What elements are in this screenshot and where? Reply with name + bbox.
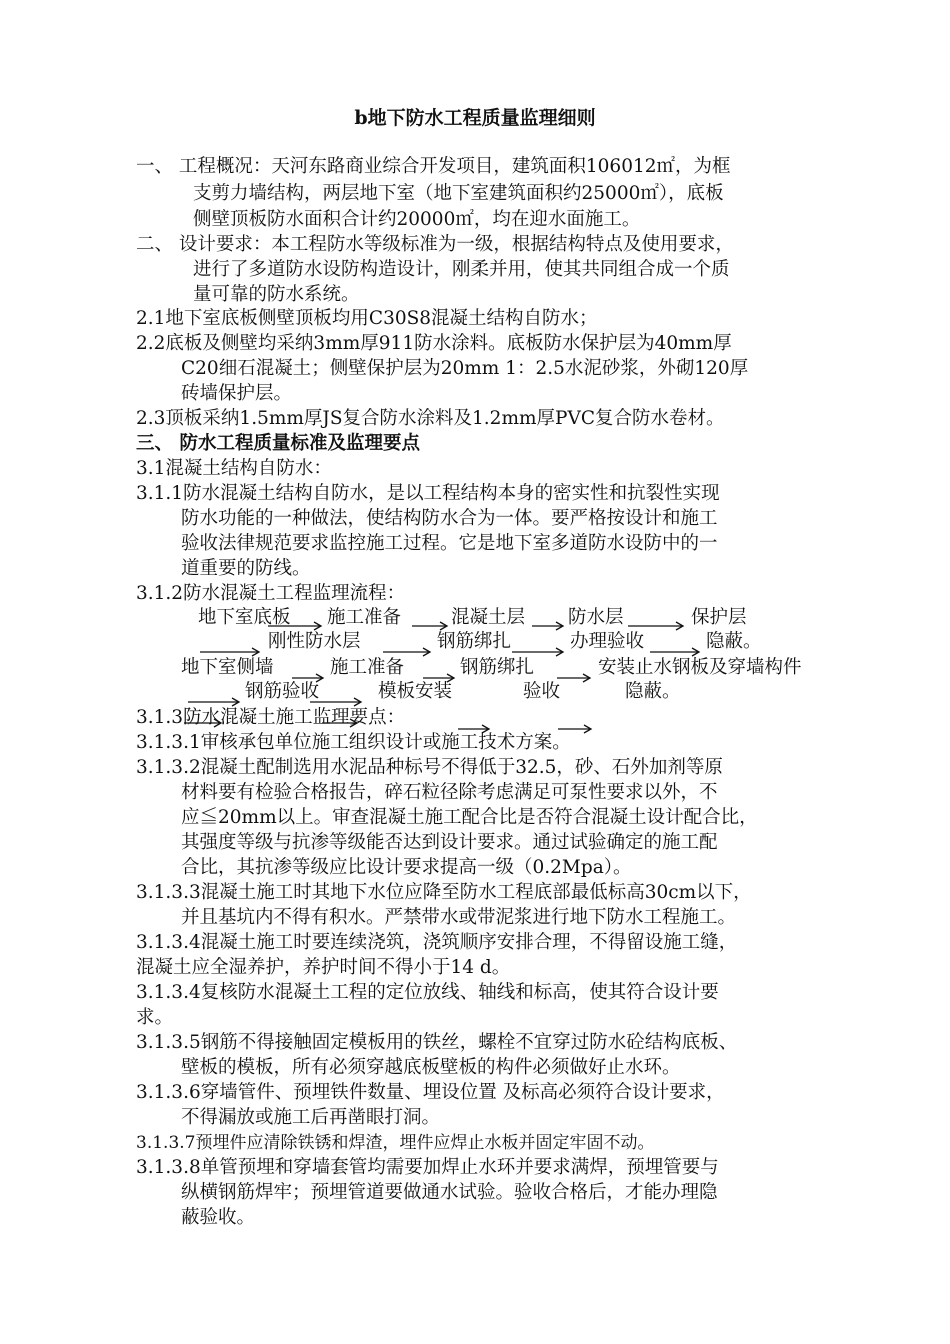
- flow-step-prep: 施工准备: [327, 607, 402, 628]
- item-3-1-3-6-line-1: 3.1.3.6穿墙管件、预埋铁件数量、埋设位置 及标高必须符合设计要求，: [136, 1082, 725, 1103]
- item-3-1-3-3-line-1: 3.1.3.3混凝土施工时其地下水位应降至防水工程底部最低标高30cm以下，: [136, 882, 752, 903]
- item-3-1-3-8-line-3: 蔽验收。: [181, 1207, 256, 1228]
- item-3-1-3-4b-line-1: 3.1.3.4复核防水混凝土工程的定位放线、轴线和标高，使其符合设计要: [136, 982, 719, 1003]
- flow-step-wall-rebar: 钢筋绑扎: [460, 657, 535, 678]
- section-2-line-2: 进行了多道防水设防构造设计，刚柔并用，使其共同组合成一个质: [193, 259, 730, 280]
- flow-arrow-icon: [200, 646, 264, 660]
- flow-step-protection-layer: 保护层: [691, 607, 747, 628]
- item-3-1-3-8-line-1: 3.1.3.8单管预埋和穿墙套管均需要加焊止水环并要求满焊，预埋管要与: [136, 1157, 719, 1178]
- section-1-line-2: 支剪力墙结构，两层地下室（地下室建筑面积约25000㎡），底板: [193, 183, 724, 204]
- flow-arrow-icon: [628, 620, 688, 634]
- flow-step-rebar: 钢筋绑扎: [437, 631, 512, 652]
- flow-arrow-icon: [412, 620, 452, 634]
- flow-arrow-icon: [292, 672, 328, 686]
- item-3-1-3-5-line-2: 壁板的模板，所有必须穿越底板壁板的构件必须做好止水环。: [181, 1057, 681, 1078]
- section-2-line-1: 二、 设计要求：本工程防水等级标准为一级，根据结构特点及使用要求，: [136, 234, 734, 255]
- item-2-3: 2.3顶板采纳1.5mm厚JS复合防水涂料及1.2mm厚PVC复合防水卷材。: [136, 408, 725, 429]
- item-3-1-3-2-line-5: 合比，其抗渗等级应比设计要求提高一级（0.2Mpa）。: [181, 857, 632, 878]
- flow-step-side-wall: 地下室侧墙: [181, 657, 274, 678]
- flow-arrow-icon: [557, 672, 595, 686]
- item-2-2-line-3: 砖墙保护层。: [181, 383, 293, 404]
- item-3-1-3-4a-line-1: 3.1.3.4混凝土施工时要连续浇筑，浇筑顺序安排合理，不得留设施工缝，: [136, 932, 738, 953]
- flow-arrow-icon: [383, 646, 435, 660]
- flow-step-concealed: 隐蔽。: [706, 631, 762, 652]
- item-3-1-3-4a-line-2: 混凝土应全湿养护，养护时间不得小于14 d。: [136, 957, 511, 978]
- item-3-1-1-line-1: 3.1.1防水混凝土结构自防水，是以工程结构本身的密实性和抗裂性实现: [136, 483, 720, 504]
- section-1-line-1: 一、 工程概况：天河东路商业综合开发项目，建筑面积106012㎡，为框: [136, 156, 731, 177]
- flow-arrow-icon: [512, 646, 568, 660]
- item-3-1-3: 3.1.3防水混凝土施工监理要点：: [136, 707, 406, 728]
- flow-step-rigid-layer: 刚性防水层: [268, 631, 361, 652]
- item-3-1-3-5-line-1: 3.1.3.5钢筋不得接触固定模板用的铁丝，螺栓不宜穿过防水砼结构底板、: [136, 1032, 738, 1053]
- item-2-2-line-1: 2.2底板及侧壁均采纳3mm厚911防水涂料。底板防水保护层为40mm厚: [136, 333, 732, 354]
- flow-step-wall-prep: 施工准备: [330, 657, 405, 678]
- item-3-1-3-2-line-4: 其强度等级与抗渗等级能否达到设计要求。通过试验确定的施工配: [181, 832, 718, 853]
- flow-arrow-icon: [650, 646, 704, 660]
- item-3-1-3-3-line-2: 并且基坑内不得有积水。严禁带水或带泥浆进行地下防水工程施工。: [181, 907, 737, 928]
- item-3-1-3-6-line-2: 不得漏放或施工后再凿眼打洞。: [181, 1107, 441, 1128]
- item-3-1-1-line-3: 验收法律规范要求监控施工过程。它是地下室多道防水设防中的一: [181, 533, 718, 554]
- flow-step-wall-concealed: 隐蔽。: [625, 681, 681, 702]
- item-2-1: 2.1地下室底板侧壁顶板均用C30S8混凝土结构自防水；: [136, 308, 598, 329]
- flow-step-formwork: 模板安装: [378, 681, 453, 702]
- flow-step-rebar-inspection: 钢筋验收: [245, 681, 320, 702]
- item-3-1-3-2-line-2: 材料要有检验合格报告，碎石粒径除考虑满足可泵性要求以外，不: [181, 782, 718, 803]
- flow-step-concrete-layer: 混凝土层: [451, 607, 526, 628]
- item-3-1-3-2-line-1: 3.1.3.2混凝土配制选用水泥品种标号不得低于32.5，砂、石外加剂等原: [136, 757, 723, 778]
- item-3-1-3-4b-line-2: 求。: [136, 1007, 174, 1028]
- flow-step-wall-acceptance: 验收: [523, 681, 561, 702]
- flow-arrow-icon: [268, 620, 326, 634]
- flow-arrow-icon: [532, 620, 568, 634]
- flow-arrow-icon: [423, 672, 459, 686]
- document-title: b地下防水工程质量监理细则: [354, 107, 596, 129]
- item-3-1-3-2-line-3: 应≦20mm以上。审查混凝土施工配合比是否符合混凝土设计配合比，: [181, 807, 758, 828]
- section-3-heading: 三、 防水工程质量标准及监理要点: [136, 433, 420, 454]
- item-3-1-3-8-line-2: 纵横钢筋焊牢；预埋管道要做通水试验。验收合格后，才能办理隐: [181, 1182, 718, 1203]
- item-3-1-1-line-4: 道重要的防线。: [181, 558, 311, 579]
- section-2-line-3: 量可靠的防水系统。: [193, 284, 360, 305]
- item-3-1-3-1: 3.1.3.1审核承包单位施工组织设计或施工技术方案。: [136, 732, 571, 753]
- flow-step-waterproof-layer: 防水层: [568, 607, 624, 628]
- flow-step-acceptance: 办理验收: [570, 631, 645, 652]
- item-2-2-line-2: C20细石混凝土；侧壁保护层为20mm 1：2.5水泥砂浆，外砌120厚: [181, 358, 749, 379]
- item-3-1: 3.1混凝土结构自防水：: [136, 458, 332, 479]
- section-1-line-3: 侧壁顶板防水面积合计约20000㎡，均在迎水面施工。: [193, 209, 641, 230]
- item-3-1-3-7: 3.1.3.7预埋件应清除铁锈和焊渣，埋件应焊止水板并固定牢固不动。: [136, 1133, 655, 1153]
- flow-step-install-waterstop: 安装止水钢板及穿墙构件: [598, 657, 802, 678]
- item-3-1-1-line-2: 防水功能的一种做法，使结构防水合为一体。要严格按设计和施工: [181, 508, 718, 529]
- item-3-1-2: 3.1.2防水混凝土工程监理流程：: [136, 583, 406, 604]
- flow-step-bottom-slab: 地下室底板: [198, 607, 291, 628]
